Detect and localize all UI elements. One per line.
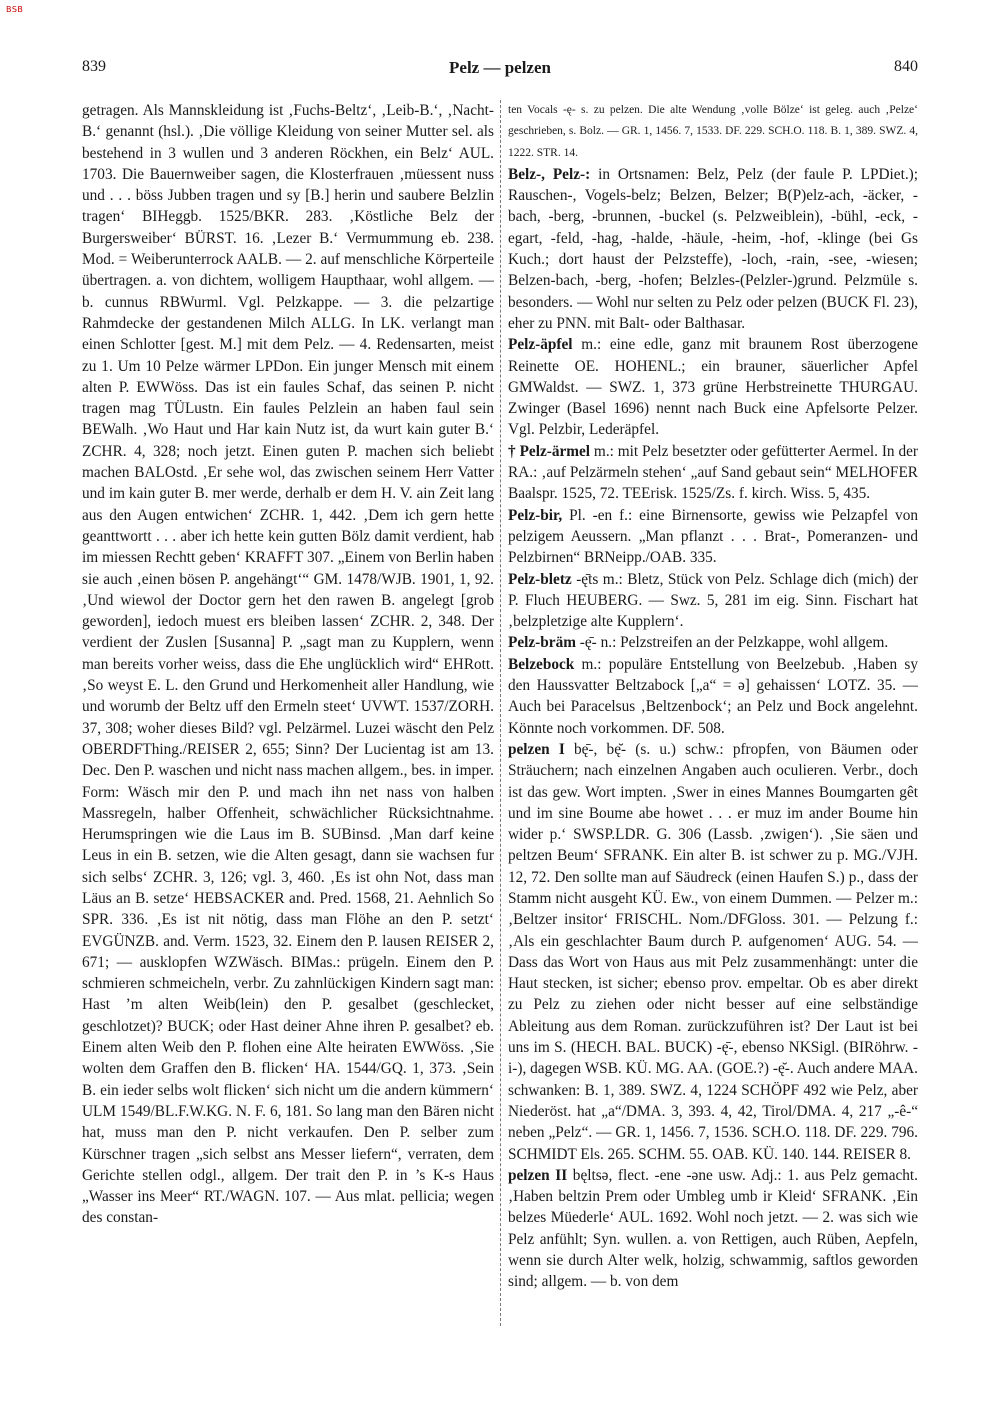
left-column-text: getragen. Als Mannskleidung ist ‚Fuchs-Beltz‘, ‚Leib-B.‘, ‚Nacht-B.‘ genannt (hsl.). ‚Die völlige Kleidung von seiner Mutter sel. als bestehend in 3 wullen und 3 anderen Röckhen, ein Belz‘ AUL. 1703. Die Bauernweiber sagen, die Klosterfrauen ‚müessent nuss und . . . böss Jubben tragen und sy [B.] herin und saubere Belzlin tragen‘ BIHeggb. 1525/BKR. 283. ‚Köstliche Belz der Burgersweiber‘ BÜRST. 16. ‚Lezer B.‘ Vermummung eb. 238. Mod. = Weiberunterrock AALB. — 2. auf menschliche Körperteile übertragen. a. von dichtem, wolligem Haupthaar, wohl allgem. — b. cunnus RBWurml. Vgl. Pelzkappe. — 3. die pelzartige Rahmdecke der gestandenen Milch ALLG. In LK. verlangt man einen Schlotter [gest. M.] mit dem Pelz. — 4. Redensarten, meist zu 1. Um 10 Pelze wärmer LPDon. Ein junger Mensch mit einem alten P. EWWöss. Das ist ein faules Schaf, das seinen P. nicht tragen mag TÜLustn. Ein faules Pelzlein an haben faul sein BEWalh. ‚Wo Haut und Har kain Nutz ist, da wurt kain guter B.‘ ZCHR. 4, 328; noch jetzt. Einen guten P. machen sich beliebt machen BALOstd. ‚Er sehe wol, das zwischen seinem Herr Vatter und im kain guter B. mer werde, derhalb er dem H. V. ain Zeit lang aus den Augen entwichen‘ ZCHR. 1, 442. ‚Dem ich gern hette geanttwortt . . . aber ich hette kein gutten Bölz damit verdient, hab im miessen Rechtt geben‘ KRAFFT 307. „Einem von Berlin haben sie auch ‚einen bösen P. angehängt‘“ GM. 1478/WJB. 1901, 1, 92. ‚Und wiewol der Doctor gern het den rawen B. angelegt [grob geworden], iedoch muest ers bleiben lassen‘ ZCHR. 2, 348. Der verdient der Zuslen [Susanna] P. „sagt man zu Kupplern, wenn man bereits vorher weiss, dass die Ehe unglücklich wird“ EHRott. ‚So weyst E. L. den Grund und Herkomenheit aller Handlung, wie und worumb der Beltz uff den Ermeln steet‘ UVWT. 1537/ZORH. 37, 308; woher dieses Bild? vgl. Pelzärmel. Luzei wäscht den Pelz OBERDFThing./REISER 2, 655; Sinn? Der Lucientag ist am 13. Dec. Den P. waschen und nicht nass machen allgem., bes. in imper. Form: Wäsch mir den P. und mach ihn net nass von halben Massregeln, halber Offenheit, schwächlicher Rücksichtnahme. Herumspringen wie die Laus im B. SUBinsd. ‚Man darf keine Leus in ein B. setzen, wie die Alten gesagt, dann sie wachsen fur sich selbs‘ ZCHR. 3, 126; vgl. 3, 460. ‚Es ist ohn Not, dass man Läus an B. setze‘ HEBSACKER and. Pred. 1568, 21. Aehnlich So SPR. 336. ‚Es ist nit nötig, dass man Flöhe an den P. setzt‘ EVGÜNZB. and. Verm. 1523, 32. Einem den P. lausen REISER 2, 671; — ausklopfen WZWäsch. BIMas.: prügeln. Einem den P. schmieren schmeicheln, verbr. Zu zahnlückigen Kindern sagt man: Hast ’m alten Weib(lein) den P. gesalbet (geschlecket, geschlotzet)? BUCK; oder Hast deiner Ahne ihren P. gesalbet? eb. Einem alten Weib den P. flohen eine Alte heiraten EWWöss. ‚Sie wolten dem Graffen den B. flicken‘ HA. 1544/GQ. 1, 373. ‚Sein B. ein ieder selbs wolt flicken‘ sich nicht um die andern kümmern‘ ULM 1549/BL.F.W.KG. N. F. 6, 181. So lang man den Bären nicht hat, muss man den P. nicht verkaufen. Den P. selber zum Kürschner tragen „sich selbst ans Messer liefern“, verraten, dem Gerichte stellen odgl., allgem. Der trait den P. in ’s K-s Haus „Wasser ins Meer“ RT./WAGN. 107. — Aus mlat. pellicia; wegen des constan- bbox=[82, 102, 494, 1227]
entry-lemma: Pelz-äpfel bbox=[508, 336, 573, 354]
entry-lemma: † Pelz-ärmel bbox=[508, 442, 591, 460]
entry-definition: in Ortsnamen: Belz, Pelz (der faule P. LPDiet.); Rauschen-, Vogels-belz; Belzen, Belzer; B(P)elz-ach, -äcker, -bach, -berg, -brunnen, -buckel (s. Pelzweiblein), -bühl, -eck, -egart, -feld, -hag, -halde, -häule, -heim, -hof, -klinge (bei Gs Kuch.; dort haust der Pelzsteffe), -loch, -rain, -see, -wiesen; Belzen-bach, -berg, -hofen; Belzles-(Pelzler-)grund. Pelzmüle s. besonders. — Wohl nur selten zu Pelz oder pelzen (BUCK Fl. 23), eher zu PNN. mit Balt- oder Balthasar. bbox=[508, 165, 918, 332]
page-number-right: 840 bbox=[894, 58, 918, 75]
dictionary-entry bbox=[508, 441, 918, 505]
dictionary-entry bbox=[508, 569, 918, 633]
left-column bbox=[82, 100, 494, 1330]
entry-lemma: Pelz-bletz bbox=[508, 570, 572, 588]
column-divider bbox=[500, 100, 501, 1326]
entry-definition: m.: mit Pelz besetzter oder gefütterter Aermel. In der RA.: ‚auf Pelzärmeln stehen‘ „auf Sand gebaut sein“ MELHOFER Baalspr. 1525, 72. TEErisk. 1525/Zs. f. kirch. Wiss. 5, 435. bbox=[508, 442, 918, 503]
page-header bbox=[82, 58, 918, 82]
dictionary-entry bbox=[508, 334, 918, 440]
entry-lemma: pelzen II bbox=[508, 1166, 568, 1184]
dictionary-entries bbox=[508, 164, 918, 1293]
dictionary-entry bbox=[508, 164, 918, 334]
running-title: Pelz — pelzen bbox=[449, 58, 551, 77]
library-stamp: BSB bbox=[6, 5, 24, 14]
entry-definition: bęltsə, flect. -ene -əne usw. Adj.: 1. aus Pelz gemacht. ‚Haben beltzin Prem oder Umbleg umb ir Kleid‘ SFRANK. ‚Ein belzes Müederle‘ AUL. 1692. Wohl noch jetzt. — 2. was sich wie Pelz anfühlt; Syn. wullen. a. von Rettigen, auch Rüben, Aepfeln, wenn sie durch Alter welk, holzig, schwammig, saftlos geworden sind; allgem. — b. von dem bbox=[508, 1166, 918, 1291]
entry-lemma: Pelz-bir, bbox=[508, 506, 563, 524]
entry-definition: Pl. -en f.: eine Birnensorte, gewiss wie Pelzapfel von pelzigem Aeussern. „Man pflanzt . . . Brat-, Pomeranzen- und Pelzbirnen“ BRNeipp./OAB. 335. bbox=[508, 506, 918, 567]
entry-lemma: Belzebock bbox=[508, 655, 575, 673]
page-number-left: 839 bbox=[82, 58, 106, 75]
entry-definition: m.: populäre Entstellung von Beelzebub. ‚Haben sy den Haussvatter Beltzabock [„a“ = ə] gehaissen‘ LOTZ. 35. — Auch bei Paracelsus ‚Beltzenbock‘; an Pelz und Bock angelehnt. Könnte noch vorkommen. DF. 508. bbox=[508, 655, 918, 737]
dictionary-entry bbox=[508, 505, 918, 569]
entry-definition: -ę̄- n.: Pelzstreifen an der Pelzkappe, wohl allgem. bbox=[575, 634, 889, 652]
entry-lemma: Belz-, Pelz-: bbox=[508, 165, 591, 183]
entry-definition: bę̄-, bę̆- (s. u.) schw.: pfropfen, von Bäumen oder Sträuchern; nach einzelnen Angaben auch oculieren. Verbr., doch ist das gew. Wort impten. ‚Swer in eines Mannes Boumgarten gêt und im sine Boume abe howet . . . er muz im ander Boume hin wider p.‘ SWSP.LDR. G. 306 (Lassb. ‚zwigen‘). ‚Sie säen und peltzen Beum‘ SFRANK. Ein alter B. ist schwer zu p. MG./VJH. 12, 72. Den sollte man auf Säudreck (einen Haufen S.) p., dass der Stamm nicht ausgeht KÜ. Ew., von einem Dummen. — Pelzer m.: ‚Beltzer insitor‘ FRISCHL. Nom./DFGloss. 301. — Pelzung f.: ‚Als ein geschlachter Baum durch P. aufgenomen‘ AUG. 54. — Dass das Wort von Haus aus mit Pelz zusammenhängt: unter die Haut stecken, ist sicher; ebenso prov. empeltar. Ob es aber direkt zu Pelz zu ziehen oder nicht besser auf eine selbständige Ableitung aus dem Roman. zurückzuführen ist? Der Laut ist bei uns im S. (HECH. BAL. BUCK) -ę̄-, ebenso NKSigl. (BIRöhrw. -i-), dagegen WSB. KÜ. MG. AA. (GOE.?) -ę̆-. Auch andere MAA. schwanken: B. 1, 389. SWZ. 4, 1224 SCHÖPF 492 wie Pelz, aber Niederöst. hat „a“/DMA. 3, 393. 4, 42, Tirol/DMA. 4, 217 „-ê-“ neben „Pelz“. — GR. 1, 1456. 7, 1536. SCH.O. 118. DF. 229. 796. SCHMIDT Els. 265. SCHM. 55. OAB. KÜ. 140. 144. REISER 8. bbox=[508, 740, 918, 1163]
entry-definition: m.: eine edle, ganz mit braunem Rost überzogene Reinette OE. HOHENL.; ein brauner, säuerlicher Apfel GMWaldst. — SWZ. 1, 373 grüne Herbstreinette THURGAU. Zwinger (Basel 1696) nennt nach Buck eine Apfelsorte Pelzer. Vgl. Pelzbir, Lederäpfel. bbox=[508, 336, 918, 439]
dictionary-entry bbox=[508, 654, 918, 739]
dictionary-entry bbox=[508, 739, 918, 1165]
dictionary-entry bbox=[508, 632, 918, 653]
right-column bbox=[508, 100, 918, 1330]
entry-definition: -ę̄ts m.: Bletz, Stück von Pelz. Schlage dich (mich) der P. Fluch HEUBERG. — Swz. 5, 281 im eig. Sinn. Fischart hat ‚belzpletzige alte Kupplern‘. bbox=[508, 570, 918, 631]
entry-lemma: pelzen I bbox=[508, 740, 565, 758]
right-column-intro: ten Vocals -ę- s. zu pelzen. Die alte Wendung ‚volle Bölze‘ ist geleg. auch ‚Pelze‘ geschrieben, s. Bolz. — GR. 1, 1456. 7, 1533. DF. 229. SCH.O. 118. B. 1, 389. SWZ. 4, 1222. STR. 14. bbox=[508, 104, 918, 159]
dictionary-entry bbox=[508, 1165, 918, 1293]
entry-lemma: Pelz-bräm bbox=[508, 634, 576, 652]
